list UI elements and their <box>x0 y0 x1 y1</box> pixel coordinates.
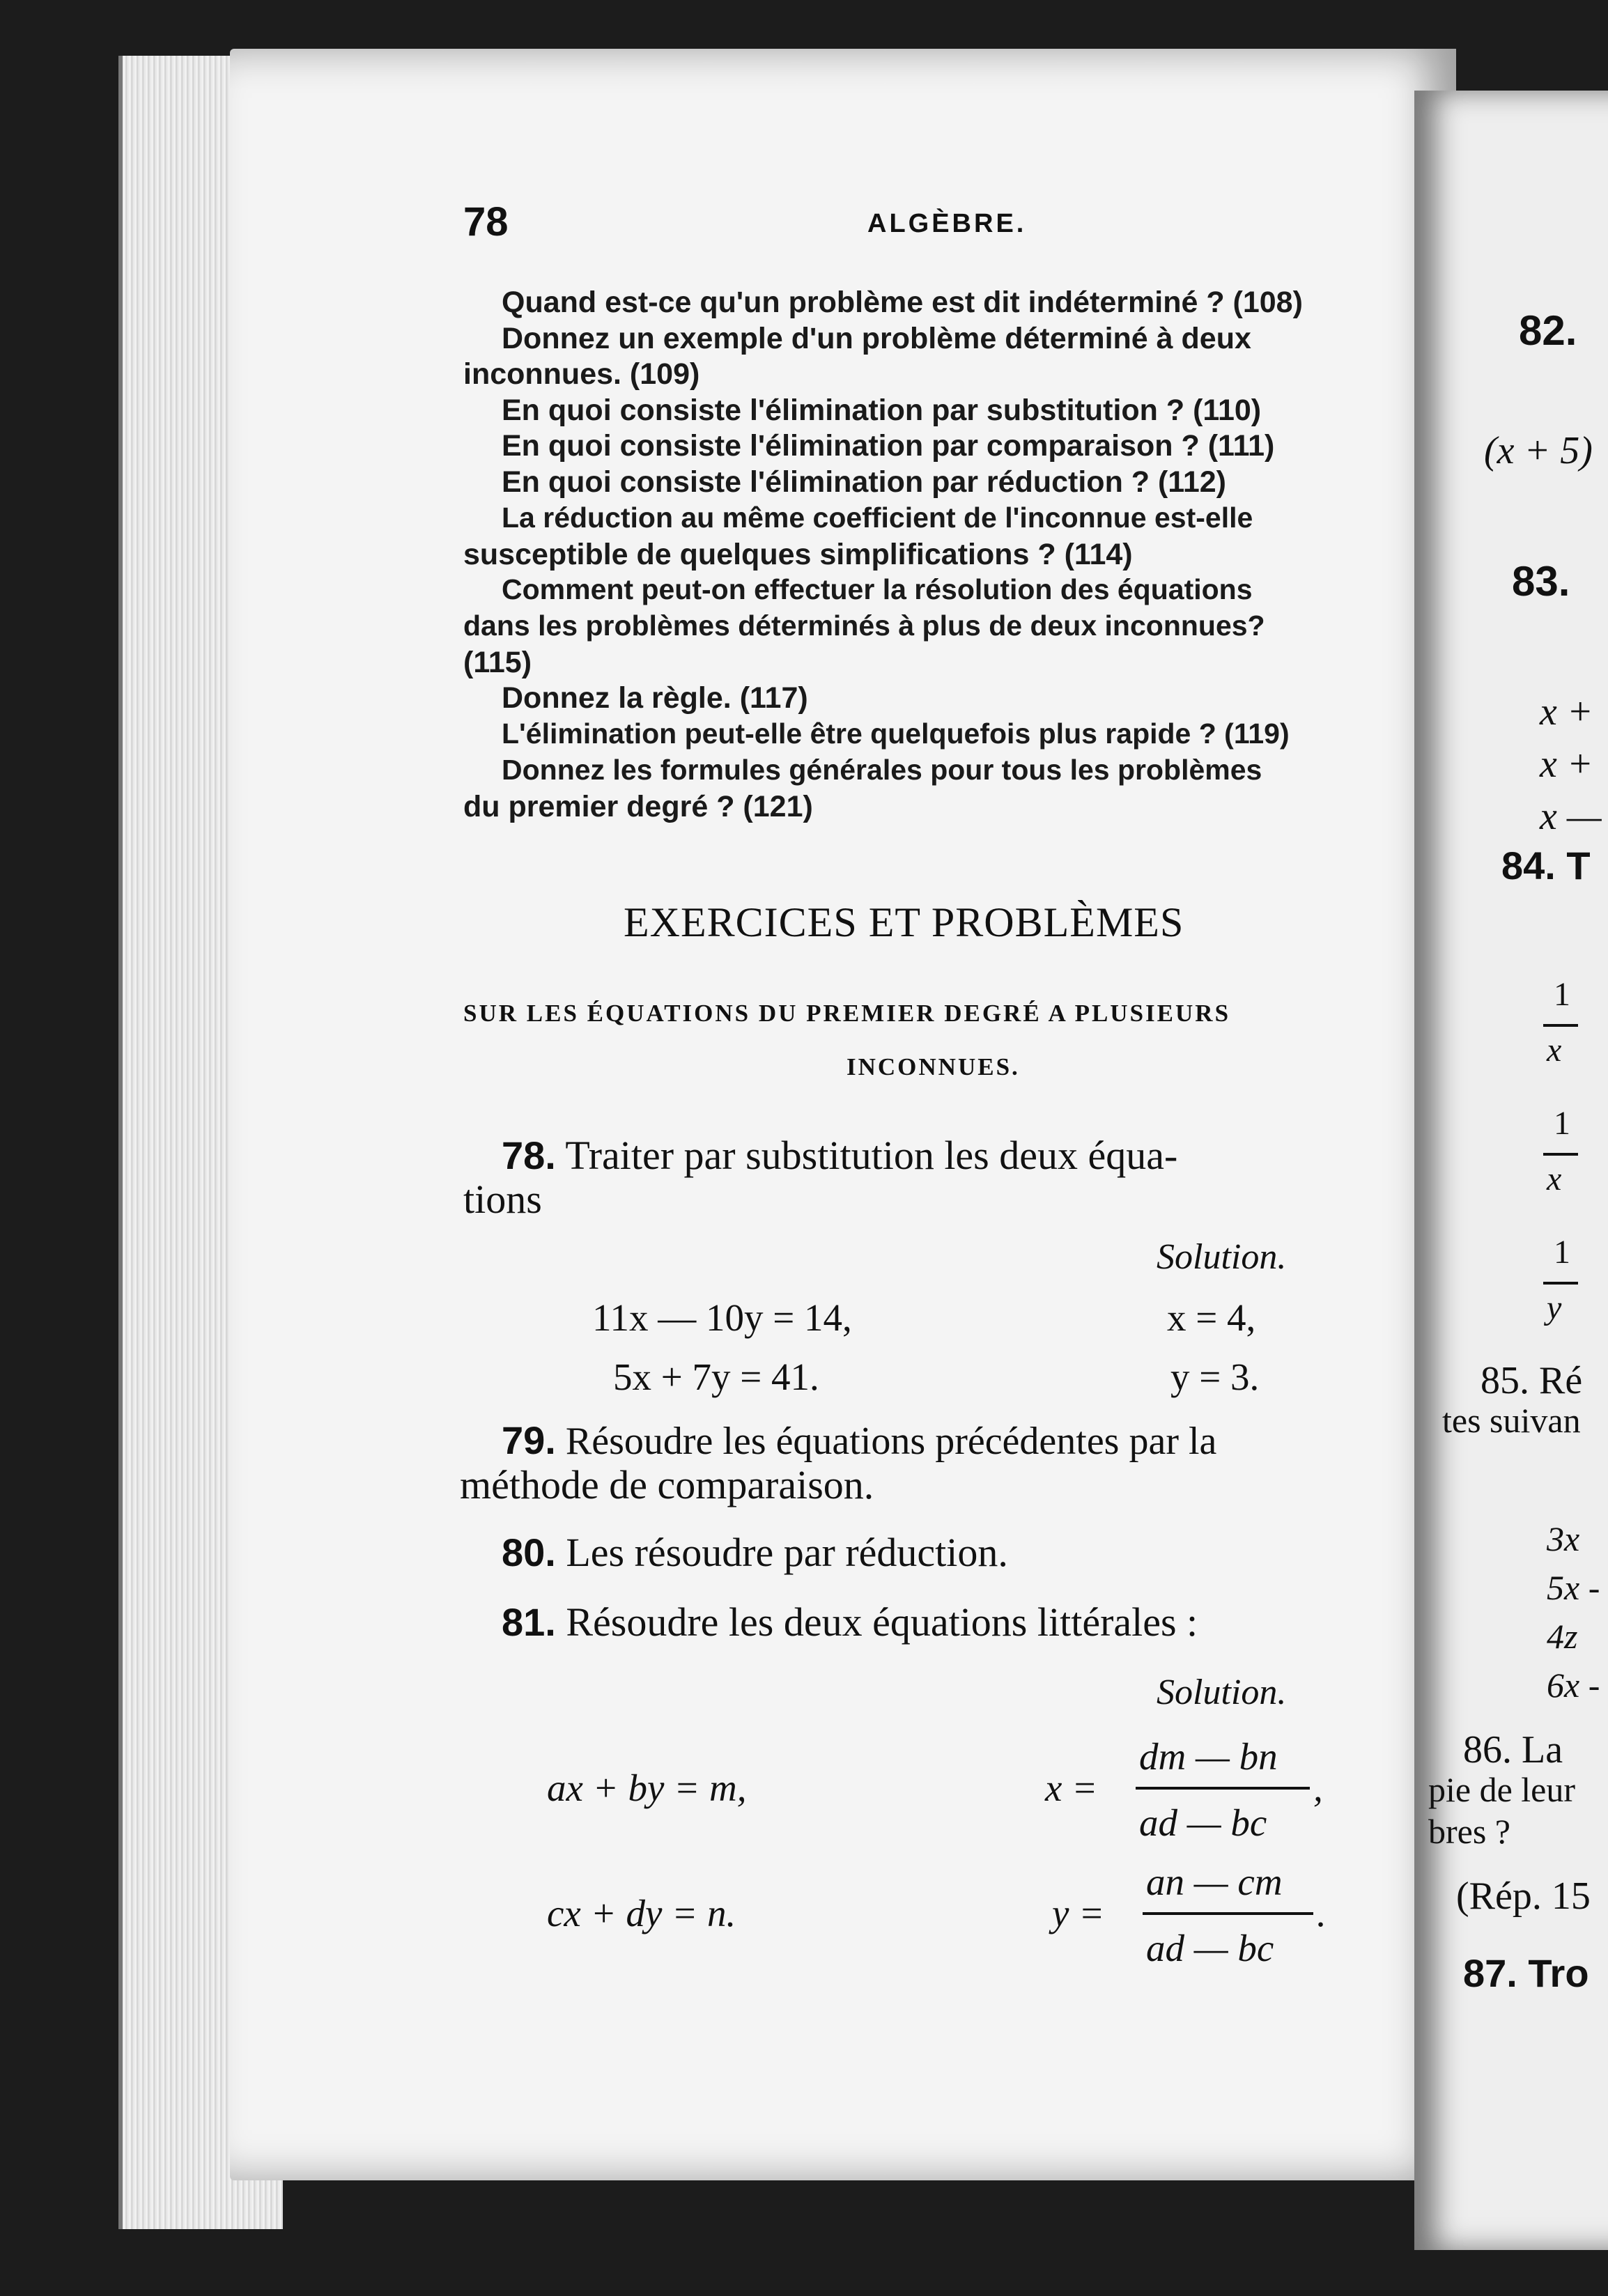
right-item: tes suivan <box>1442 1401 1581 1440</box>
problem-81 <box>502 1599 1198 1645</box>
question-line: susceptible de quelques simplifications ? (114) <box>463 538 1133 571</box>
question-line: La réduction au même coefficient de l'inconnue est-elle <box>502 502 1253 534</box>
right-item: x + <box>1540 690 1593 734</box>
fraction-bar <box>1136 1787 1310 1790</box>
question-line: du premier degré ? (121) <box>463 790 813 823</box>
right-item: 82. <box>1519 307 1577 354</box>
right-item: bres ? <box>1428 1812 1510 1851</box>
question-line: En quoi consiste l'élimination par substitution ? (110) <box>502 394 1262 427</box>
problem-80 <box>502 1529 1008 1576</box>
solution-lhs: x = <box>1045 1767 1098 1809</box>
problem-79 <box>502 1418 1216 1464</box>
section-subtitle: INCONNUES. <box>846 1053 1020 1080</box>
section-subtitle: SUR LES ÉQUATIONS DU PREMIER DEGRÉ A PLUSIEURS <box>463 1000 1231 1027</box>
fraction-numerator: an — cm <box>1146 1861 1283 1903</box>
solution-value: y = 3. <box>1170 1356 1260 1398</box>
equation: ax + by = m, <box>547 1767 747 1809</box>
equation: cx + dy = n. <box>547 1892 736 1934</box>
right-item: 1 <box>1554 1105 1570 1142</box>
problem-text: méthode de comparaison. <box>460 1462 874 1507</box>
problem-text: Résoudre les équations précédentes par la <box>565 1420 1217 1463</box>
problem-text: Traiter par substitution les deux équa- <box>565 1133 1178 1178</box>
section-title: EXERCICES ET PROBLÈMES <box>624 899 1184 945</box>
right-item: pie de leur <box>1428 1770 1576 1809</box>
right-item: 86. La <box>1463 1728 1563 1771</box>
right-item: x <box>1547 1161 1562 1197</box>
question-line: (115) <box>463 646 532 679</box>
right-item: 84. T <box>1501 844 1591 887</box>
problem-number: 79. <box>502 1418 556 1462</box>
question-line: Donnez un exemple d'un problème déterminé à deux <box>502 322 1251 355</box>
question-line: dans les problèmes déterminés à plus de deux inconnues? <box>463 610 1265 642</box>
right-item: 4z <box>1547 1617 1578 1656</box>
solution-label: Solution. <box>1157 1673 1287 1712</box>
right-item: 6x - <box>1547 1666 1600 1705</box>
right-item: (x + 5) <box>1484 429 1593 472</box>
solution-label: Solution. <box>1157 1237 1287 1277</box>
right-item: 1 <box>1554 1234 1570 1271</box>
problem-78 <box>502 1132 1177 1179</box>
question-line: L'élimination peut-elle être quelquefois plus rapide ? (119) <box>502 718 1290 750</box>
page-number: 78 <box>463 199 509 245</box>
right-item: 5x - <box>1547 1568 1600 1607</box>
right-item: (Rép. 15 <box>1456 1875 1591 1918</box>
right-page <box>1414 91 1608 2250</box>
problem-text: tions <box>463 1177 542 1222</box>
equation: 5x + 7y = 41. <box>613 1356 819 1398</box>
problem-text: Résoudre les deux équations littérales : <box>566 1599 1198 1645</box>
right-item: x + <box>1540 743 1593 786</box>
question-line: Donnez la règle. (117) <box>502 681 808 715</box>
right-item: y <box>1547 1289 1562 1326</box>
equation: 11x — 10y = 14, <box>592 1296 852 1339</box>
question-line: Donnez les formules générales pour tous les problèmes <box>502 754 1262 786</box>
question-line: En quoi consiste l'élimination par réduction ? (112) <box>502 465 1226 499</box>
solution-value: x = 4, <box>1167 1296 1256 1339</box>
solution-lhs: y = <box>1052 1892 1105 1934</box>
problem-text: Les résoudre par réduction. <box>566 1530 1008 1575</box>
right-item: 1 <box>1554 976 1570 1013</box>
question-line: En quoi consiste l'élimination par comparaison ? (111) <box>502 429 1275 463</box>
fraction-denominator: ad — bc <box>1139 1801 1267 1844</box>
right-item: 85. Ré <box>1481 1359 1583 1402</box>
question-line: inconnues. (109) <box>463 357 700 391</box>
fraction-numerator: dm — bn <box>1139 1735 1278 1778</box>
right-item: x — <box>1540 795 1602 838</box>
problem-number: 81. <box>502 1600 556 1644</box>
right-item: x <box>1547 1032 1562 1069</box>
right-item: 83. <box>1512 558 1570 605</box>
fraction-bar <box>1143 1912 1313 1915</box>
problem-number: 78. <box>502 1133 556 1177</box>
running-title: ALGÈBRE. <box>867 209 1027 238</box>
question-line: Comment peut-on effectuer la résolution des équations <box>502 573 1253 605</box>
right-item: 87. Tro <box>1463 1951 1589 1995</box>
right-item: 3x <box>1547 1519 1580 1558</box>
fraction-denominator: ad — bc <box>1146 1927 1274 1969</box>
question-line: Quand est-ce qu'un problème est dit indéterminé ? (108) <box>502 286 1303 319</box>
problem-number: 80. <box>502 1530 556 1574</box>
